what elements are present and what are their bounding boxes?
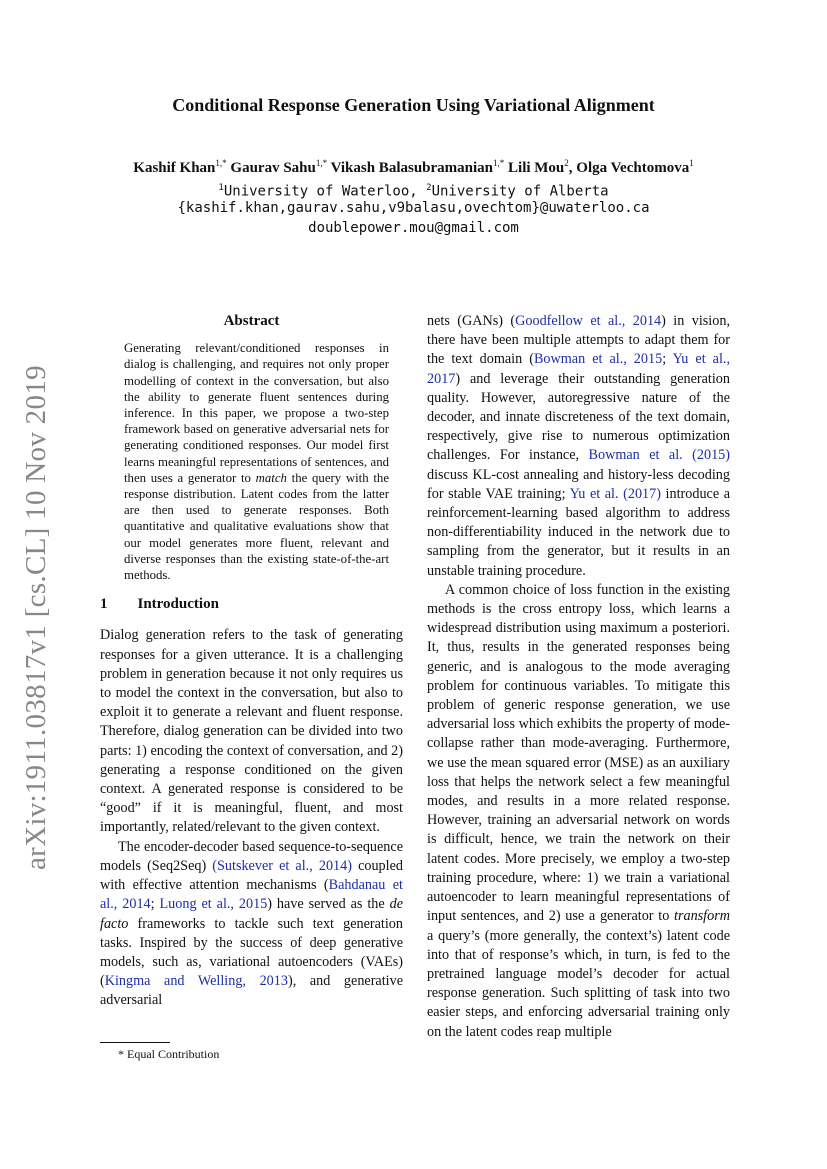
- citation-link[interactable]: Luong et al., 2015: [159, 896, 268, 913]
- footnote: * Equal Contribution: [118, 1047, 220, 1061]
- citation-link[interactable]: Bahdanau et al., 2014: [100, 877, 403, 913]
- paragraph: Dialog generation refers to the task of generating responses for a given utterance. It is a challenging problem in generation because it not only requires us to model the context in the conversation, but also to exploit it to generate a relevant and fluent response. Therefore, dialog generation can be divided into two parts: 1) encoding the context of conversation, and 2) generating a response conditioned on the given context. A generated response is considered to be “good” if it is meaningful, fluent, and most importantly, related/relevant to the given context.: [100, 627, 403, 836]
- citation-link[interactable]: Kingma and Welling, 2013: [104, 973, 288, 990]
- affiliations: $^1$University of Waterloo, $^2$University of Alberta: [218, 183, 609, 200]
- left-column: [100, 312, 403, 1011]
- abstract-text: Generating relevant/conditioned responses in dialog is challenging, and requires not only proper modelling of context in the conversation, but also the ability to generate fluent sentences during inference. In this paper, we propose a two-step framework based on generative adversarial nets for generating conditioned responses. Our model first learns meaningful representations of sentences, and then uses a generator to match the query with the response distribution. Latent codes from the latter are then used to generate responses. Both quantitative and qualitative evaluations show that our model generates more fluent, relevant and diverse responses than the existing state-of-the-art methods.: [124, 341, 390, 583]
- paragraph: The encoder-decoder based sequence-to-sequence models (Seq2Seq) (Sutskever et al., 2014) coupled with effective attention mechanisms (Bahdanau et al., 2014; Luong et al., 2015) have served as the de facto frameworks to tackle such text generation tasks. Inspired by the success of deep generative models, such as, variational autoencoders (VAEs) (Kingma and Welling, 2013), and generative adversarial: [100, 838, 404, 1009]
- email-line: {kashif.khan,gaurav.sahu,v9balasu,ovechtom}@uwaterloo.ca: [177, 200, 650, 216]
- author-list: Kashif Khan$^{1,*}$ Gaurav Sahu$^{1,*}$ Vikash Balasubramanian$^{1,*}$ Lili Mou$^2$, Olga Vechtomova$^1$: [133, 158, 694, 176]
- abstract-heading: Abstract: [223, 313, 280, 329]
- author-name: Olga Vechtomova: [576, 160, 690, 176]
- citation-link[interactable]: Bowman et al., 2015: [533, 351, 663, 368]
- author-name: Gaurav Sahu: [230, 160, 316, 176]
- footnote-rule: [100, 1042, 170, 1043]
- author-name: Kashif Khan: [133, 160, 216, 176]
- citation-link[interactable]: (Sutskever et al., 2014): [212, 857, 352, 874]
- email-line: doublepower.mou@gmail.com: [308, 220, 519, 236]
- paragraph: nets (GANs) (Goodfellow et al., 2014) in vision, there have been multiple attempts to adapt them for the text domain (Bowman et al., 2015; Yu et al., 2017) and leverage their outstanding generation quality. However, autoregressive nature of the decoder, and innate discreteness of the text domain, respectively, give rise to numerous optimization challenges. For instance, Bowman et al. (2015) discuss KL-cost annealing and history-less decoding for stable VAE training; Yu et al. (2017) introduce a reinforcement-learning based algorithm to address non-differentiability induced in the network due to sampling from the generator, but it results in an unstable training procedure.: [427, 313, 731, 579]
- author-name: Vikash Balasubramanian: [330, 160, 494, 176]
- citation-link[interactable]: Yu et al., 2017: [427, 351, 730, 387]
- citation-link[interactable]: Yu et al. (2017): [569, 485, 661, 502]
- paragraph: A common choice of loss function in the existing methods is the cross entropy loss, which learns a widespread distribution using maximum a posteriori. It, thus, results in the generated responses being generic, and is analogous to the mode averaging problem for continuous variables. To mitigate this problem of generic response generation, we use adversarial loss which exhibits the property of mode-collapse rather than mode-averaging. Furthermore, we use the mean squared error (MSE) as an auxiliary loss that helps the network select a few meaningful modes, and results in a more related response. However, training an adversarial network on words is difficult, hence, we train the network on their latent codes. More precisely, we employ a two-step training procedure, where: 1) we train a variational autoencoder to learn meaningful representations of input sentences, and 2) use a generator to transform a query’s (more generally, the context’s) latent code into that of response’s which, in turn, is fed to the pretrained language model’s decoder for actual response generation. Such splitting of task into two easier steps, and enforcing adversarial training only on the latent codes reap multiple: [427, 581, 730, 1040]
- right-column: [427, 312, 730, 1042]
- arxiv-identifier: arXiv:1911.03817v1 [cs.CL] 10 Nov 2019: [20, 365, 52, 870]
- author-name: Lili Mou: [508, 160, 565, 176]
- section-heading: 1 Introduction: [100, 596, 219, 613]
- paper-title: Conditional Response Generation Using Variational Alignment: [172, 95, 655, 115]
- citation-link[interactable]: Goodfellow et al., 2014: [515, 313, 662, 329]
- citation-link[interactable]: Bowman et al. (2015): [588, 447, 730, 464]
